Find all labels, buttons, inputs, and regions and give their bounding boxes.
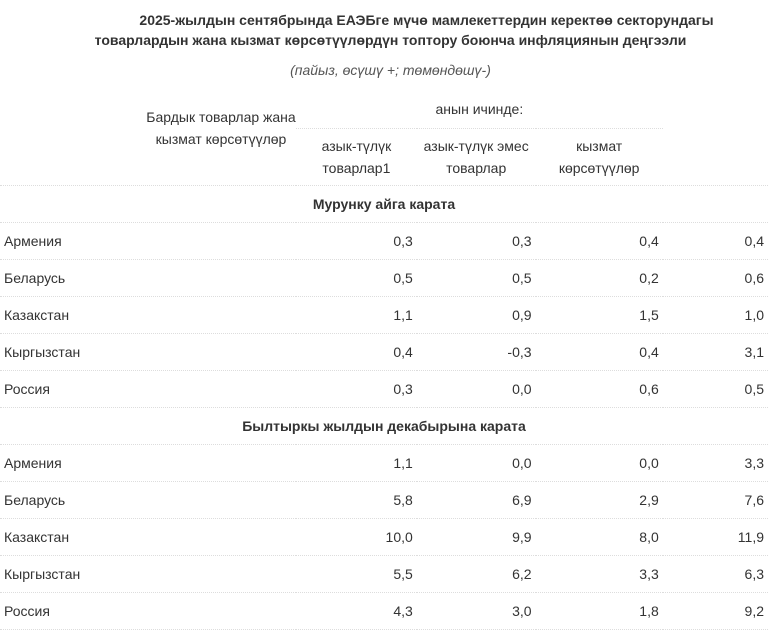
section-title: Мурунку айга карата <box>0 186 768 223</box>
value-all-goods: 1,1 <box>296 445 417 482</box>
value-non-food-goods: 0,2 <box>536 260 663 297</box>
value-all-goods: 0,3 <box>296 371 417 408</box>
table-row <box>0 482 768 519</box>
value-services: 9,2 <box>663 593 768 630</box>
value-non-food-goods: 2,9 <box>536 482 663 519</box>
value-all-goods: 5,5 <box>296 556 417 593</box>
value-services: 6,3 <box>663 556 768 593</box>
table-row <box>0 556 768 593</box>
table-body <box>0 186 768 630</box>
value-all-goods: 10,0 <box>296 519 417 556</box>
section-title: Былтыркы жылдын декабырына карата <box>0 408 768 445</box>
value-food-goods: 0,0 <box>417 371 536 408</box>
table-row <box>0 445 768 482</box>
table-title-line-1: 2025-жылдын сентябрында ЕАЭБге мүчө мамлекеттердин керектөө секторундагы <box>139 12 714 28</box>
value-services: 1,0 <box>663 297 768 334</box>
value-food-goods: 0,9 <box>417 297 536 334</box>
value-all-goods: 4,3 <box>296 593 417 630</box>
table-row <box>0 371 768 408</box>
header-all-goods <box>0 90 296 186</box>
value-non-food-goods: 1,8 <box>536 593 663 630</box>
value-food-goods: 9,9 <box>417 519 536 556</box>
header-food-goods: азык-түлүк товарлар1 <box>321 138 392 176</box>
country-cell: Кыргызстан <box>0 334 296 371</box>
country-cell: Россия <box>0 371 296 408</box>
country-cell: Армения <box>0 445 296 482</box>
value-non-food-goods: 3,3 <box>536 556 663 593</box>
value-all-goods: 5,8 <box>296 482 417 519</box>
value-services: 11,9 <box>663 519 768 556</box>
value-services: 0,5 <box>663 371 768 408</box>
table-row <box>0 519 768 556</box>
table-header <box>0 90 768 186</box>
value-non-food-goods: 0,4 <box>536 223 663 260</box>
table-subtitle: (пайыз, өсүшү +; төмөндөшү-) <box>290 62 491 78</box>
table-title-line-2: товарлардын жана кызмат көрсөтүүлөрдүн топтору боюнча инфляциянын деңгээли <box>94 32 687 48</box>
value-all-goods: 1,1 <box>296 297 417 334</box>
value-all-goods: 0,5 <box>296 260 417 297</box>
value-non-food-goods: 0,4 <box>536 334 663 371</box>
country-cell: Беларусь <box>0 482 296 519</box>
value-food-goods: 0,5 <box>417 260 536 297</box>
value-non-food-goods: 0,6 <box>536 371 663 408</box>
value-services: 3,1 <box>663 334 768 371</box>
section-header-row <box>0 186 768 223</box>
value-food-goods: 6,2 <box>417 556 536 593</box>
header-all-goods-label: Бардык товарлар жана кызмат көрсөтүүлөр <box>146 109 296 147</box>
value-services: 0,6 <box>663 260 768 297</box>
value-non-food-goods: 0,0 <box>536 445 663 482</box>
table-title <box>0 10 781 50</box>
country-cell: Кыргызстан <box>0 556 296 593</box>
header-non-food-goods: азык-түлүк эмес товарлар <box>423 138 529 176</box>
country-cell: Казакстан <box>0 297 296 334</box>
table-row <box>0 297 768 334</box>
country-cell: Беларусь <box>0 260 296 297</box>
table-row <box>0 223 768 260</box>
value-all-goods: 0,4 <box>296 334 417 371</box>
value-food-goods: 0,0 <box>417 445 536 482</box>
value-food-goods: 3,0 <box>417 593 536 630</box>
value-services: 3,3 <box>663 445 768 482</box>
inflation-table <box>0 90 768 630</box>
value-all-goods: 0,3 <box>296 223 417 260</box>
table-row <box>0 593 768 630</box>
value-food-goods: -0,3 <box>417 334 536 371</box>
header-including: анын ичинде: <box>296 90 663 129</box>
country-cell: Россия <box>0 593 296 630</box>
value-non-food-goods: 1,5 <box>536 297 663 334</box>
table-row <box>0 260 768 297</box>
section-header-row <box>0 408 768 445</box>
country-cell: Армения <box>0 223 296 260</box>
country-cell: Казакстан <box>0 519 296 556</box>
table-row <box>0 334 768 371</box>
value-food-goods: 0,3 <box>417 223 536 260</box>
value-food-goods: 6,9 <box>417 482 536 519</box>
value-services: 7,6 <box>663 482 768 519</box>
header-services: кызмат көрсөтүүлөр <box>558 138 640 176</box>
value-services: 0,4 <box>663 223 768 260</box>
value-non-food-goods: 8,0 <box>536 519 663 556</box>
